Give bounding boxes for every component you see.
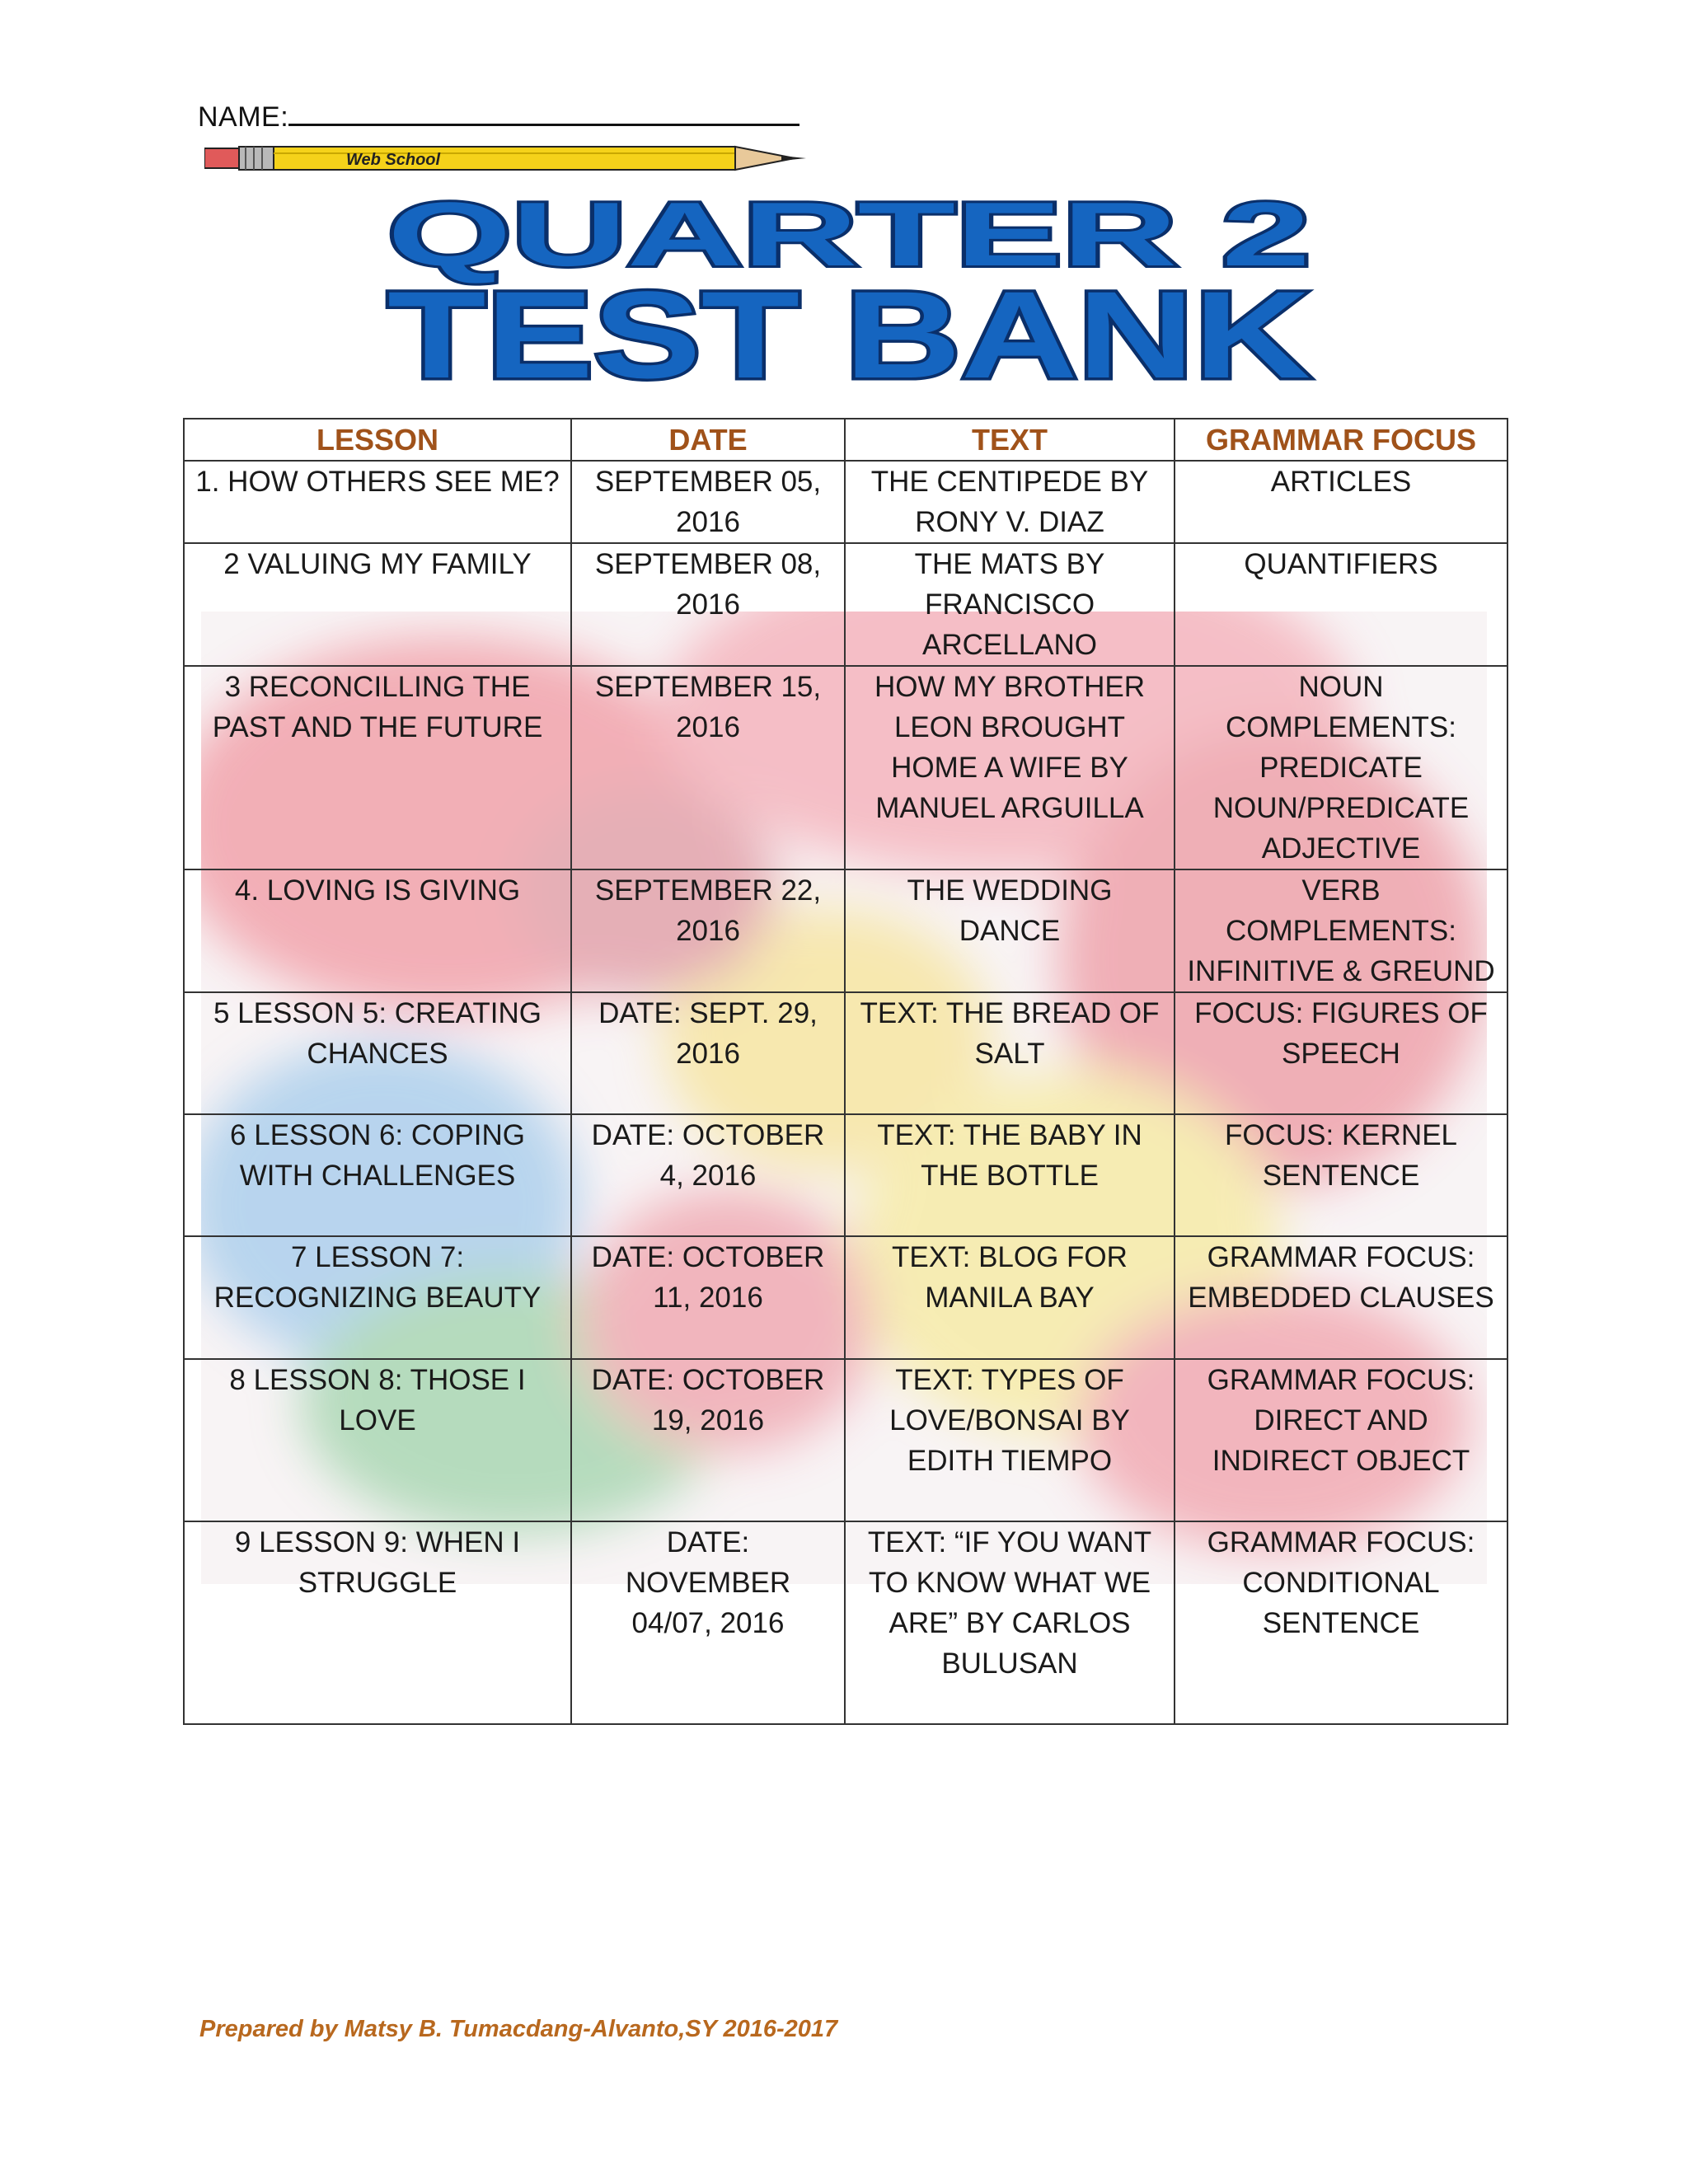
cell-lesson: 7 LESSON 7: RECOGNIZING BEAUTY (184, 1236, 571, 1359)
table-row (184, 543, 1507, 666)
pencil-brand-text: Web School (346, 151, 441, 169)
name-label: NAME: (198, 101, 289, 133)
cell-grammar-focus: ARTICLES (1175, 461, 1507, 543)
table-row (184, 1236, 1507, 1359)
cell-text: THE MATS BY FRANCISCO ARCELLANO (845, 543, 1175, 666)
column-header-text: TEXT (845, 419, 1175, 461)
cell-grammar-focus: GRAMMAR FOCUS: EMBEDDED CLAUSES (1175, 1236, 1507, 1359)
lessons-table (183, 418, 1508, 1725)
cell-date: DATE: OCTOBER 11, 2016 (571, 1236, 845, 1359)
cell-text: THE WEDDING DANCE (845, 869, 1175, 992)
prepared-by-credit: Prepared by Matsy B. Tumacdang-Alvanto,SY 2016-2017 (199, 2016, 838, 2042)
table-header-row (184, 419, 1507, 461)
cell-grammar-focus: FOCUS: KERNEL SENTENCE (1175, 1114, 1507, 1236)
cell-text: TEXT: THE BABY IN THE BOTTLE (845, 1114, 1175, 1236)
column-header-date: DATE (571, 419, 845, 461)
cell-date: DATE: SEPT. 29, 2016 (571, 992, 845, 1114)
title-line-1: QUARTER 2 (387, 198, 1311, 285)
cell-text: TEXT: TYPES OF LOVE/BONSAI BY EDITH TIEMPO (845, 1359, 1175, 1521)
cell-text: TEXT: THE BREAD OF SALT (845, 992, 1175, 1114)
cell-date: SEPTEMBER 15, 2016 (571, 666, 845, 869)
cell-lesson: 9 LESSON 9: WHEN I STRUGGLE (184, 1521, 571, 1724)
cell-text: HOW MY BROTHER LEON BROUGHT HOME A WIFE BY MANUEL ARGUILLA (845, 666, 1175, 869)
cell-date: DATE: OCTOBER 4, 2016 (571, 1114, 845, 1236)
cell-grammar-focus: QUANTIFIERS (1175, 543, 1507, 666)
cell-lesson: 6 LESSON 6: COPING WITH CHALLENGES (184, 1114, 571, 1236)
table-row (184, 1359, 1507, 1521)
cell-grammar-focus: NOUN COMPLEMENTS: PREDICATE NOUN/PREDICATE ADJECTIVE (1175, 666, 1507, 869)
table-row (184, 1114, 1507, 1236)
name-field[interactable] (198, 99, 799, 134)
cell-lesson: 1. HOW OTHERS SEE ME? (184, 461, 571, 543)
cell-date: DATE: NOVEMBER 04/07, 2016 (571, 1521, 845, 1724)
cell-grammar-focus: GRAMMAR FOCUS: DIRECT AND INDIRECT OBJECT (1175, 1359, 1507, 1521)
table-row (184, 461, 1507, 543)
cell-date: SEPTEMBER 22, 2016 (571, 869, 845, 992)
cell-lesson: 2 VALUING MY FAMILY (184, 543, 571, 666)
table-row (184, 1521, 1507, 1724)
title-line-2: TEST BANK (387, 265, 1311, 387)
cell-grammar-focus: FOCUS: FIGURES OF SPEECH (1175, 992, 1507, 1114)
quarter-test-bank-title (363, 198, 1335, 387)
table-row (184, 666, 1507, 869)
table-row (184, 992, 1507, 1114)
cell-text: THE CENTIPEDE BY RONY V. DIAZ (845, 461, 1175, 543)
cell-text: TEXT: BLOG FOR MANILA BAY (845, 1236, 1175, 1359)
cell-grammar-focus: VERB COMPLEMENTS: INFINITIVE & GREUND (1175, 869, 1507, 992)
table-row (184, 869, 1507, 992)
cell-text: TEXT: “IF YOU WANT TO KNOW WHAT WE ARE” BY CARLOS BULUSAN (845, 1521, 1175, 1724)
column-header-grammar-focus: GRAMMAR FOCUS (1175, 419, 1507, 461)
cell-grammar-focus: GRAMMAR FOCUS: CONDITIONAL SENTENCE (1175, 1521, 1507, 1724)
cell-date: DATE: OCTOBER 19, 2016 (571, 1359, 845, 1521)
cell-lesson: 8 LESSON 8: THOSE I LOVE (184, 1359, 571, 1521)
pencil-logo (204, 143, 823, 173)
cell-lesson: 4. LOVING IS GIVING (184, 869, 571, 992)
cell-lesson: 3 RECONCILLING THE PAST AND THE FUTURE (184, 666, 571, 869)
cell-date: SEPTEMBER 08, 2016 (571, 543, 845, 666)
name-blank-line[interactable] (288, 99, 799, 126)
cell-date: SEPTEMBER 05, 2016 (571, 461, 845, 543)
column-header-lesson: LESSON (184, 419, 571, 461)
cell-lesson: 5 LESSON 5: CREATING CHANCES (184, 992, 571, 1114)
